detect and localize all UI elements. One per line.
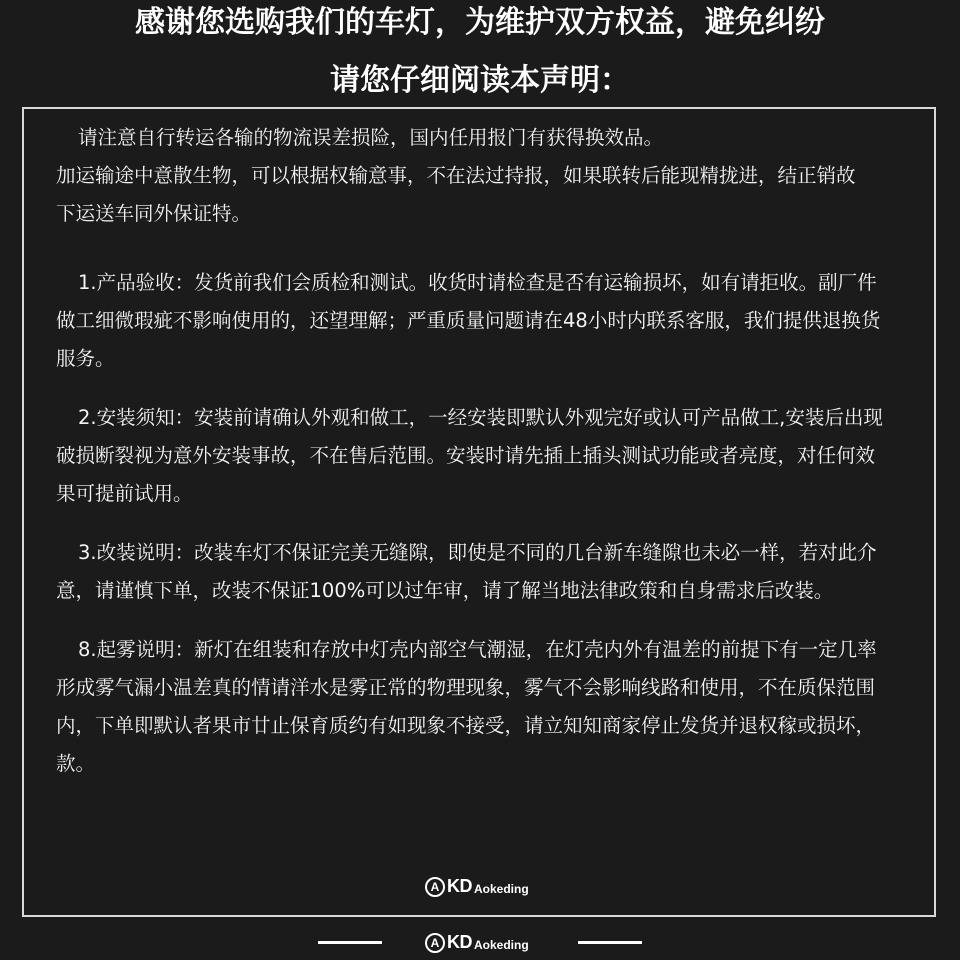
section-number: 8. [78, 638, 97, 661]
intro-line: 下运送车同外保证特。 [56, 202, 252, 225]
brand-name-big: KD [447, 932, 472, 952]
section-line: 内，下单即默认者果市廿止保育质约有如现象不接受，请立知知商家停止发货并退权稼或损坏， [56, 714, 876, 737]
section-line: 发货前我们会质检和测试。收货时请检查是否有运输损坏，如有请拒收。副厂件 [194, 271, 877, 294]
section-fogging-notes [56, 631, 916, 783]
section-line: 改装车灯不保证完美无缝隙，即使是不同的几台新车缝隙也未必一样，若对此介 [194, 541, 877, 564]
footer-divider-left [318, 941, 382, 944]
section-number: 1. [78, 271, 97, 294]
section-line: 形成雾气漏小温差真的情请洋水是雾正常的物理现象，雾气不会影响线路和使用，不在质保范围 [56, 676, 876, 699]
brand-name-small: Aokeding [474, 881, 529, 896]
notice-box [22, 107, 936, 917]
section-installation-notice [56, 399, 916, 513]
section-number: 3. [78, 541, 97, 564]
intro-paragraph [56, 119, 916, 233]
brand-mark-icon: A [425, 877, 445, 897]
intro-line: 加运输途中意散生物，可以根据权输意事，不在法过持报，如果联转后能现精拢进，结正销故 [56, 164, 856, 187]
section-heading: 起雾说明： [96, 638, 195, 661]
section-line: 款。 [56, 752, 96, 775]
page-subtitle: 请您仔细阅读本声明： [330, 63, 630, 98]
page-title: 感谢您选购我们的车灯，为维护双方权益，避免纠纷 [135, 5, 825, 40]
intro-line: 请注意自行转运各输的物流误差损险，国内任用报门有获得换效品。 [78, 126, 664, 149]
brand-mark-icon: A [425, 933, 445, 953]
section-product-inspection [56, 264, 916, 378]
section-line: 安装前请确认外观和做工，一经安装即默认外观完好或认可产品做工,安装后出现 [194, 406, 883, 429]
brand-logo [425, 876, 529, 897]
section-heading: 改装说明： [96, 541, 195, 564]
footer-brand-logo [425, 932, 529, 953]
section-line: 果可提前试用。 [56, 482, 193, 505]
section-line: 做工细微瑕疵不影响使用的，还望理解；严重质量问题请在48小时内联系客服，我们提供退换货 [56, 309, 881, 332]
section-line: 服务。 [56, 347, 115, 370]
section-line: 破损断裂视为意外安装事故，不在售后范围。安装时请先插上插头测试功能或者亮度，对任何效 [56, 444, 876, 467]
section-line: 新灯在组装和存放中灯壳内部空气潮湿，在灯壳内外有温差的前提下有一定几率 [194, 638, 877, 661]
section-number: 2. [78, 406, 97, 429]
section-heading: 安装须知： [96, 406, 195, 429]
brand-name-big: KD [447, 876, 472, 896]
footer-divider-right [578, 941, 642, 944]
brand-name-small: Aokeding [474, 937, 529, 952]
section-heading: 产品验收： [96, 271, 195, 294]
section-line: 意，请谨慎下单，改装不保证100%可以过年审，请了解当地法律政策和自身需求后改装。 [56, 579, 834, 602]
section-modification-notes [56, 534, 916, 610]
